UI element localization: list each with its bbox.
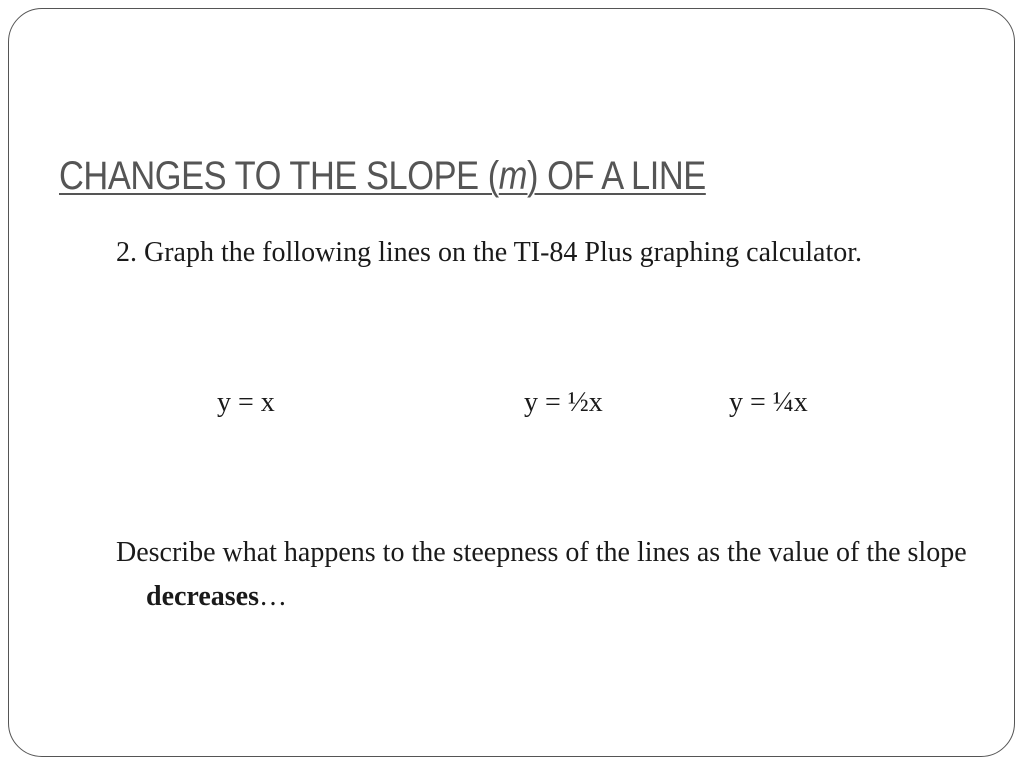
describe-bold: decreases	[146, 581, 259, 612]
describe-end: …	[259, 581, 287, 612]
equation-3: y = ¼x	[729, 387, 808, 418]
describe-start: Describe what happens to the steepness of the lines as the value of the slope	[116, 537, 967, 568]
instruction-text: 2. Graph the following lines on the TI-84 Plus graphing calculator.	[116, 237, 863, 268]
slide-title	[59, 154, 706, 199]
describe-question	[116, 531, 1006, 619]
title-variable: m	[498, 154, 528, 198]
equation-1: y = x	[217, 387, 275, 418]
slide-frame	[8, 8, 1015, 757]
title-end: ) OF A LINE	[527, 154, 706, 198]
equation-2: y = ½x	[524, 387, 603, 418]
title-main: CHANGES TO THE SLOPE (	[59, 154, 499, 198]
